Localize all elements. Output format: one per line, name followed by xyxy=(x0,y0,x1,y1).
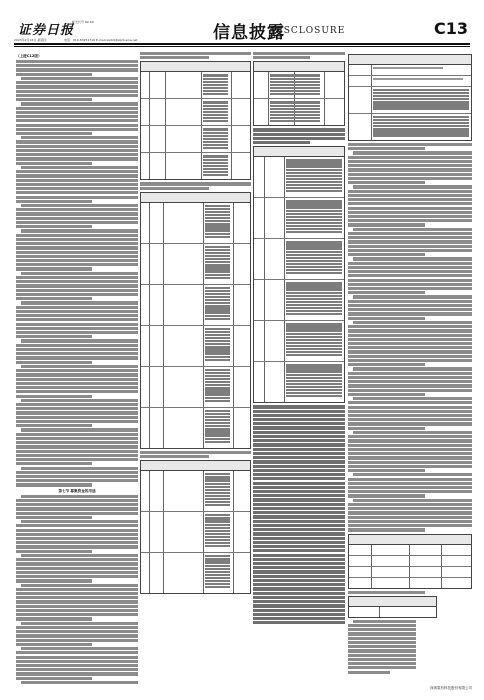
table-caption xyxy=(253,52,345,59)
body-text-block xyxy=(348,591,472,594)
column-2 xyxy=(140,52,251,684)
postal-code: 邮发代号 82-69 xyxy=(72,20,94,24)
masthead-rule-thick xyxy=(14,43,470,45)
column-3 xyxy=(253,52,345,684)
contact-line: 电话：010-83251716 E-mail:zqrb9@zqrb.sina.net xyxy=(64,38,138,42)
table-caption xyxy=(140,451,251,458)
body-text-block xyxy=(16,60,138,487)
section-title-cn: 信息披露 xyxy=(213,23,285,43)
company-signature: 深圳震有科技股份有限公司 xyxy=(430,686,472,690)
page-number: C13 xyxy=(433,19,468,38)
section-title-en: DISCLOSURE xyxy=(271,26,346,36)
body-text-block xyxy=(348,143,472,532)
data-table xyxy=(140,460,251,594)
data-table xyxy=(140,61,251,180)
body-text-block xyxy=(253,128,345,144)
masthead-rule-thin xyxy=(14,46,470,47)
section-heading: 第七节 募集资金的用途 xyxy=(58,488,96,493)
data-table xyxy=(348,54,472,141)
body-text-block xyxy=(16,495,138,684)
data-table xyxy=(348,534,472,589)
continuation-heading: （上接C12版） xyxy=(16,54,42,58)
body-text-block xyxy=(253,405,345,624)
issue-date: 2023年2月16日 星期四 xyxy=(14,38,47,42)
table-caption xyxy=(140,52,251,59)
newspaper-logo: 证券日报 xyxy=(18,23,75,38)
data-table xyxy=(348,596,437,618)
table-caption xyxy=(140,182,251,189)
data-table xyxy=(253,146,345,403)
data-table xyxy=(253,61,345,126)
data-table xyxy=(140,192,251,449)
column-4 xyxy=(348,52,472,684)
column-1 xyxy=(16,52,138,684)
body-text-block xyxy=(348,620,416,674)
